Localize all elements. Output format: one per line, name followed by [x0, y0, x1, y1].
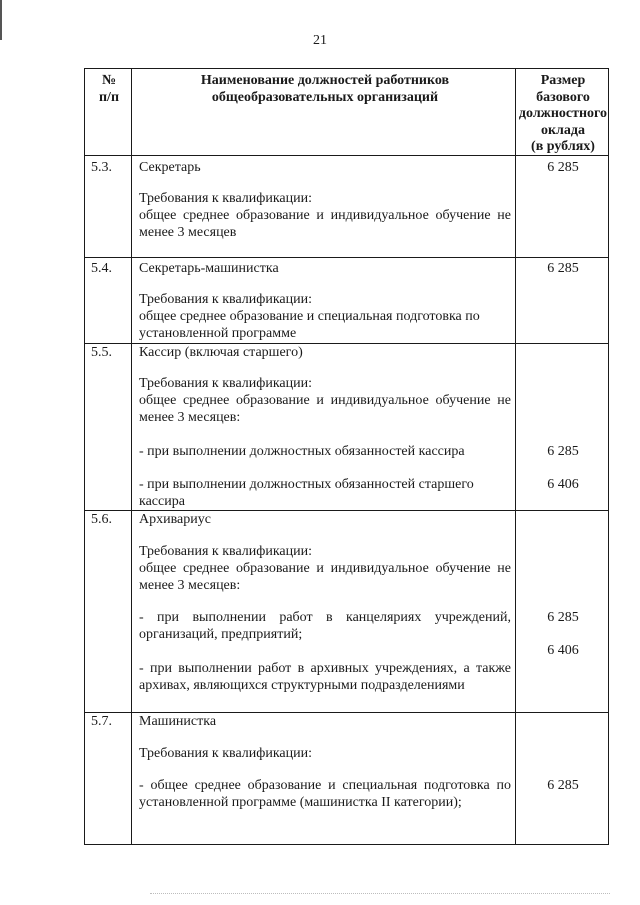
- requirements-heading: Требования к квалификации:: [139, 376, 312, 391]
- row-number: 5.5.: [91, 345, 112, 360]
- header-number: № п/п: [98, 73, 120, 105]
- header-salary: Размер базового должностного оклада (в рублях): [518, 73, 608, 154]
- row-number: 5.7.: [91, 714, 112, 729]
- column-divider: [515, 69, 516, 844]
- salary-condition: - при выполнении должностных обязанностей старшего кассира: [139, 477, 474, 509]
- row-divider: [85, 510, 608, 511]
- position-title: Архивариус: [139, 512, 211, 527]
- page-number: 21: [313, 33, 327, 48]
- row-number: 5.6.: [91, 512, 112, 527]
- position-title: Кассир (включая старшего): [139, 345, 303, 360]
- requirements-text: общее среднее образование и индивидуальное обучение не менее 3 месяцев:: [139, 393, 511, 425]
- row-number: 5.4.: [91, 261, 112, 276]
- requirements-text: общее среднее образование и специальная подготовка по установленной программе: [139, 309, 480, 341]
- header-position-name: Наименование должностей работников общеобразовательных организаций: [200, 73, 450, 105]
- position-title: Секретарь: [139, 160, 201, 175]
- salary-value: 6 285: [547, 160, 579, 175]
- salary-value: 6 285: [547, 778, 579, 793]
- salary-condition: - при выполнении должностных обязанностей кассира: [139, 444, 465, 459]
- salary-condition: - при выполнении работ в архивных учреждениях, а также архивах, являющихся структурными подразделениями: [139, 661, 511, 693]
- position-title: Машинистка: [139, 714, 217, 729]
- row-divider: [85, 343, 608, 344]
- row-divider: [85, 257, 608, 258]
- scan-artifact-line: [150, 893, 610, 895]
- row-number: 5.3.: [91, 160, 112, 175]
- salary-value: 6 285: [547, 610, 579, 625]
- requirements-text: общее среднее образование и индивидуальное обучение не менее 3 месяцев:: [139, 561, 511, 593]
- position-title: Секретарь-машинистка: [139, 261, 279, 276]
- salary-value: 6 406: [547, 643, 579, 658]
- salary-value: 6 406: [547, 477, 579, 492]
- requirements-text: - общее среднее образование и специальная подготовка по установленной программе (машинистка II категории);: [139, 778, 511, 810]
- requirements-heading: Требования к квалификации:: [139, 292, 312, 307]
- requirements-heading: Требования к квалификации:: [139, 191, 312, 206]
- salary-condition: - при выполнении работ в канцеляриях учреждений, организаций, предприятий;: [139, 610, 511, 642]
- salary-value: 6 285: [547, 261, 579, 276]
- row-divider: [85, 155, 608, 156]
- salary-table: [84, 68, 609, 845]
- column-divider: [131, 69, 132, 844]
- requirements-heading: Требования к квалификации:: [139, 544, 312, 559]
- requirements-heading: Требования к квалификации:: [139, 746, 312, 761]
- row-divider: [85, 712, 608, 713]
- salary-value: 6 285: [547, 444, 579, 459]
- requirements-text: общее среднее образование и индивидуальное обучение не менее 3 месяцев: [139, 208, 511, 240]
